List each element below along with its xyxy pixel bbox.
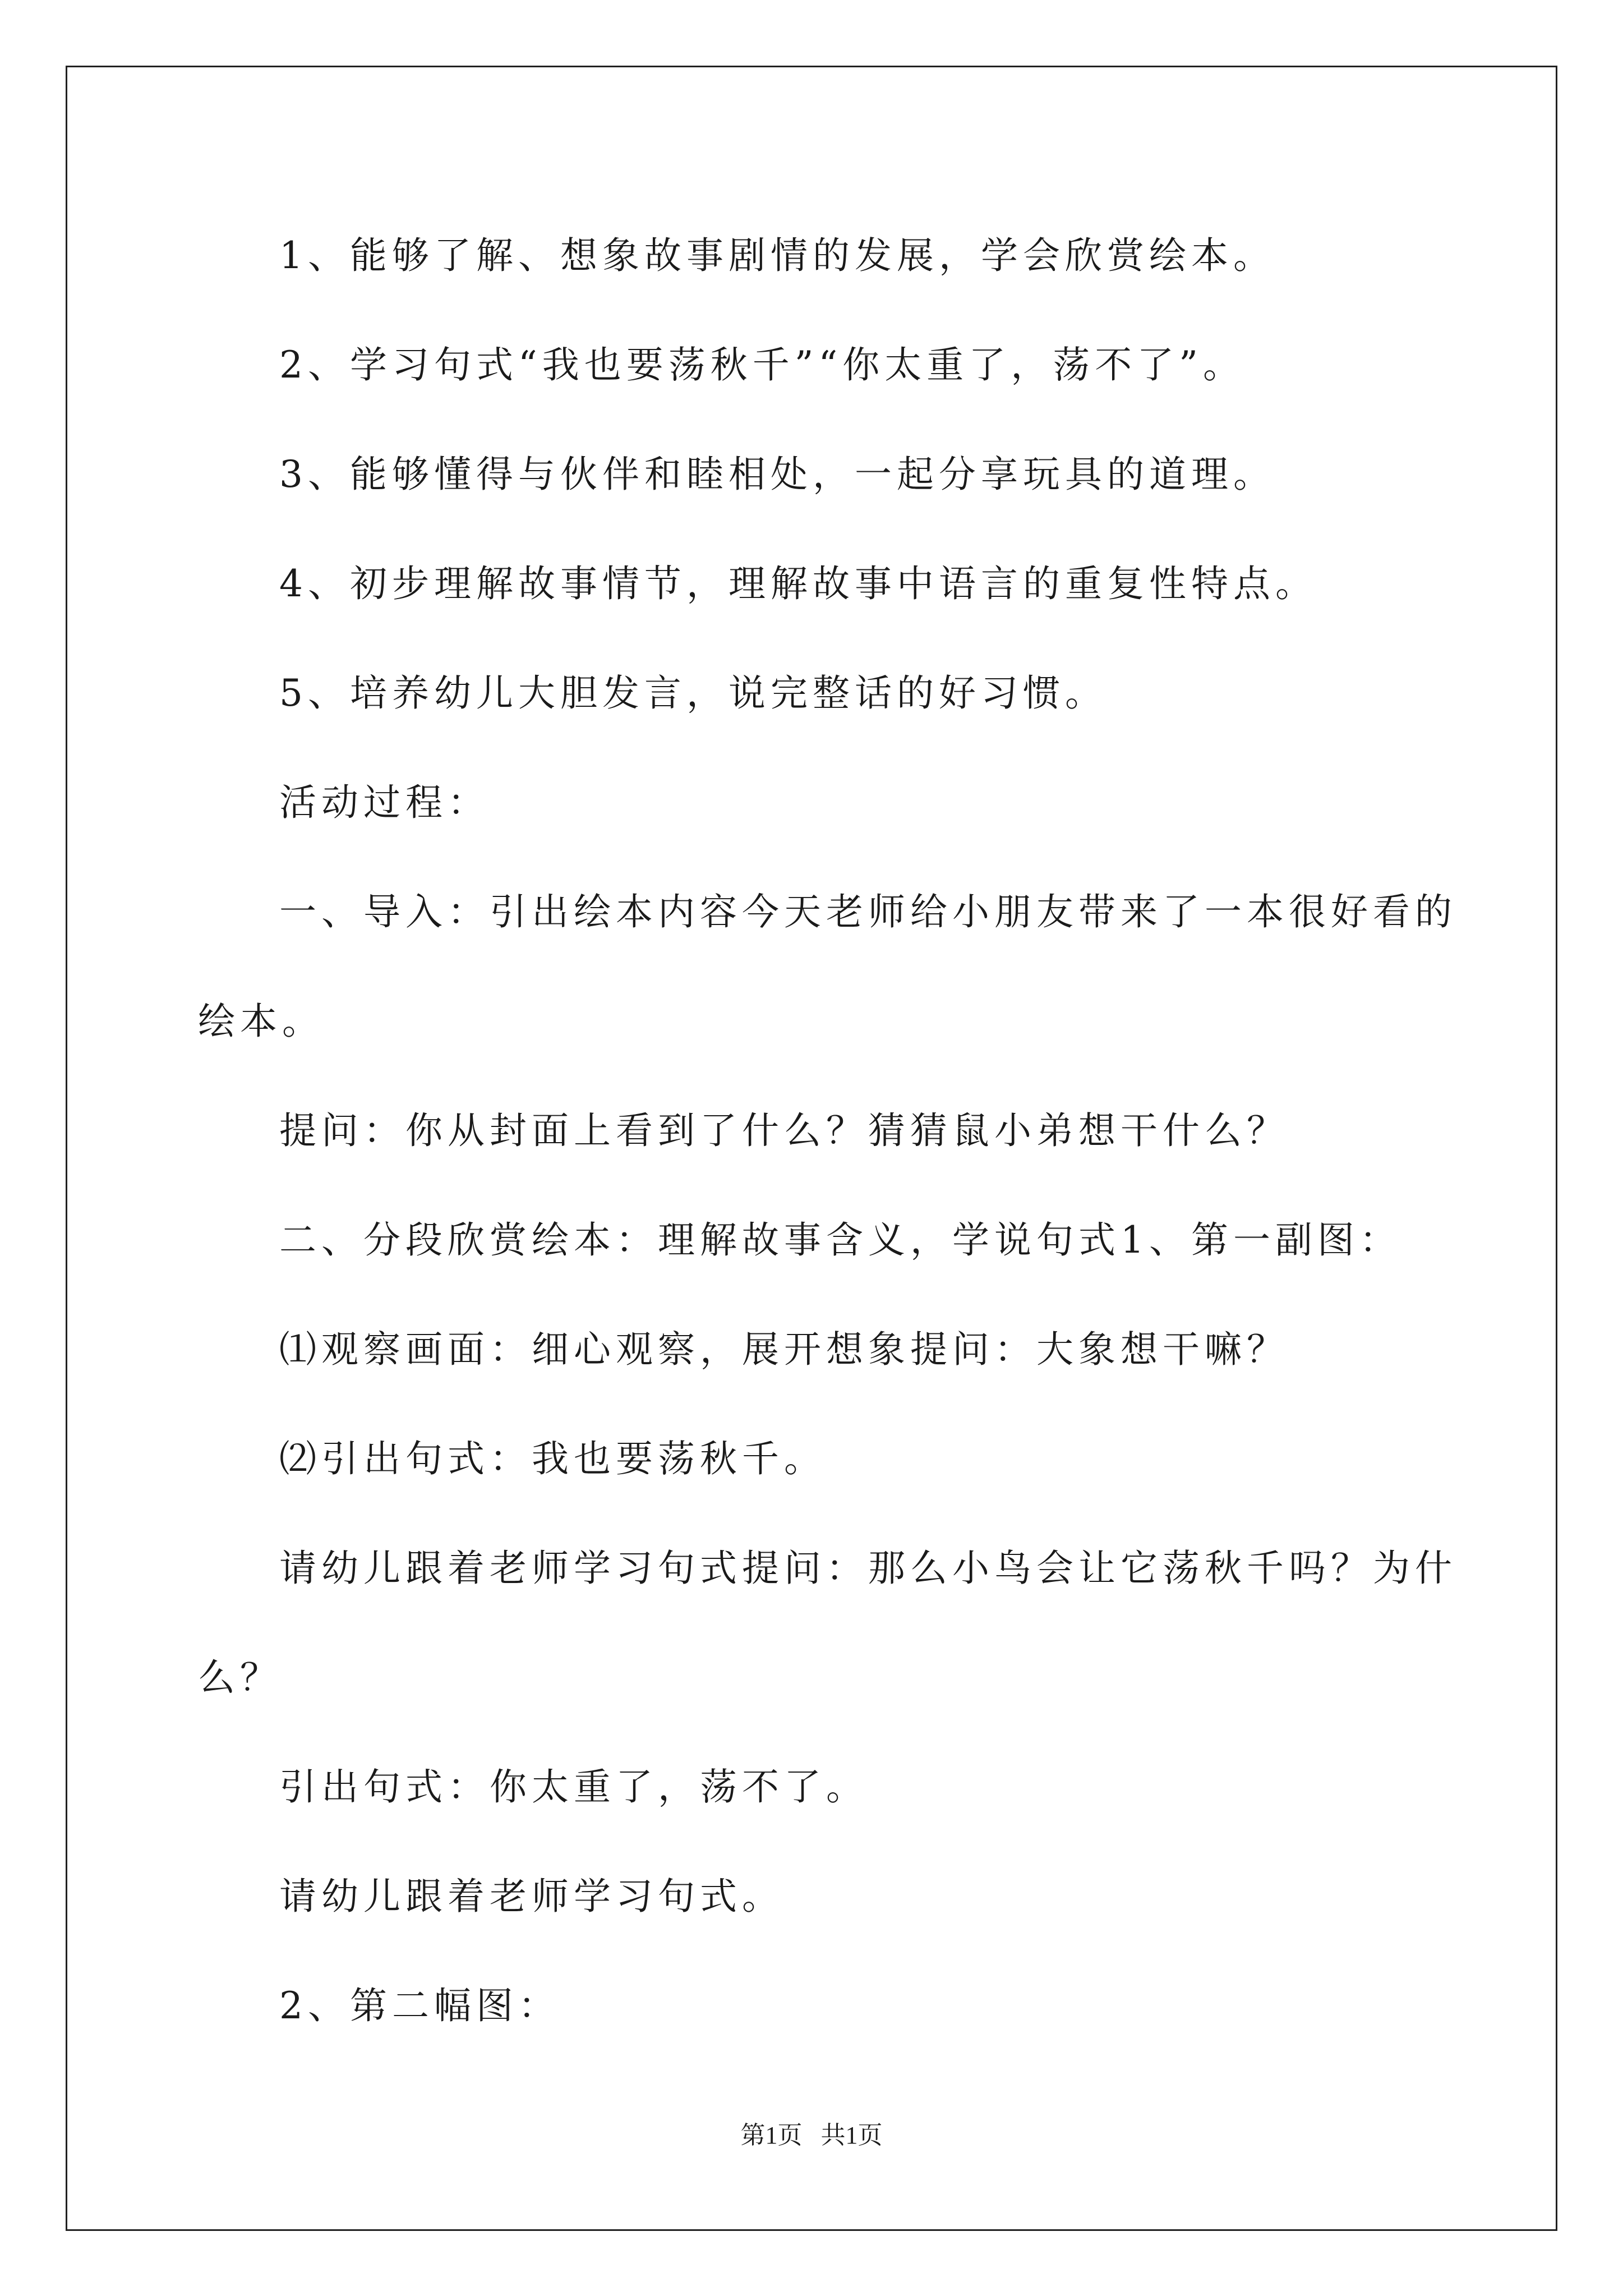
page-number-footer: 第1页 共1页 <box>740 2122 883 2149</box>
paragraph-intro: 一、导入：引出绘本内容今天老师给小朋友带来了一本很好看的 <box>279 890 1457 933</box>
paragraph-goal-1: 1、能够了解、想象故事剧情的发展，学会欣赏绘本。 <box>279 234 1275 277</box>
paragraph-section-2: 二、分段欣赏绘本：理解故事含义，学说句式1、第一副图： <box>279 1218 1401 1262</box>
paragraph-sentence-2: 引出句式：你太重了，荡不了。 <box>279 1765 868 1809</box>
paragraph-intro-cont: 绘本。 <box>198 1000 324 1043</box>
paragraph-second-picture: 2、第二幅图： <box>279 1984 560 2027</box>
paragraph-observe: ⑴观察画面：细心观察，展开想象提问：大象想干嘛？ <box>279 1328 1289 1371</box>
paragraph-sentence-1: ⑵引出句式：我也要荡秋千。 <box>279 1437 826 1480</box>
paragraph-goal-4: 4、初步理解故事情节，理解故事中语言的重复性特点。 <box>279 562 1317 605</box>
section-heading-process: 活动过程： <box>279 781 490 824</box>
paragraph-goal-5: 5、培养幼儿大胆发言，说完整话的好习惯。 <box>279 671 1107 715</box>
paragraph-goal-2: 2、学习句式“我也要荡秋千”“你太重了，荡不了”。 <box>279 343 1245 386</box>
paragraph-practice-cont: 么？ <box>198 1656 282 1699</box>
document-body <box>67 67 1556 2229</box>
paragraph-practice: 请幼儿跟着老师学习句式提问：那么小鸟会让它荡秋千吗？为什 <box>279 1547 1457 1590</box>
paragraph-question: 提问：你从封面上看到了什么？猜猜鼠小弟想干什么？ <box>279 1109 1289 1152</box>
paragraph-goal-3: 3、能够懂得与伙伴和睦相处，一起分享玩具的道理。 <box>279 453 1275 496</box>
paragraph-practice-2: 请幼儿跟着老师学习句式。 <box>279 1875 784 1918</box>
page-frame <box>66 66 1557 2231</box>
